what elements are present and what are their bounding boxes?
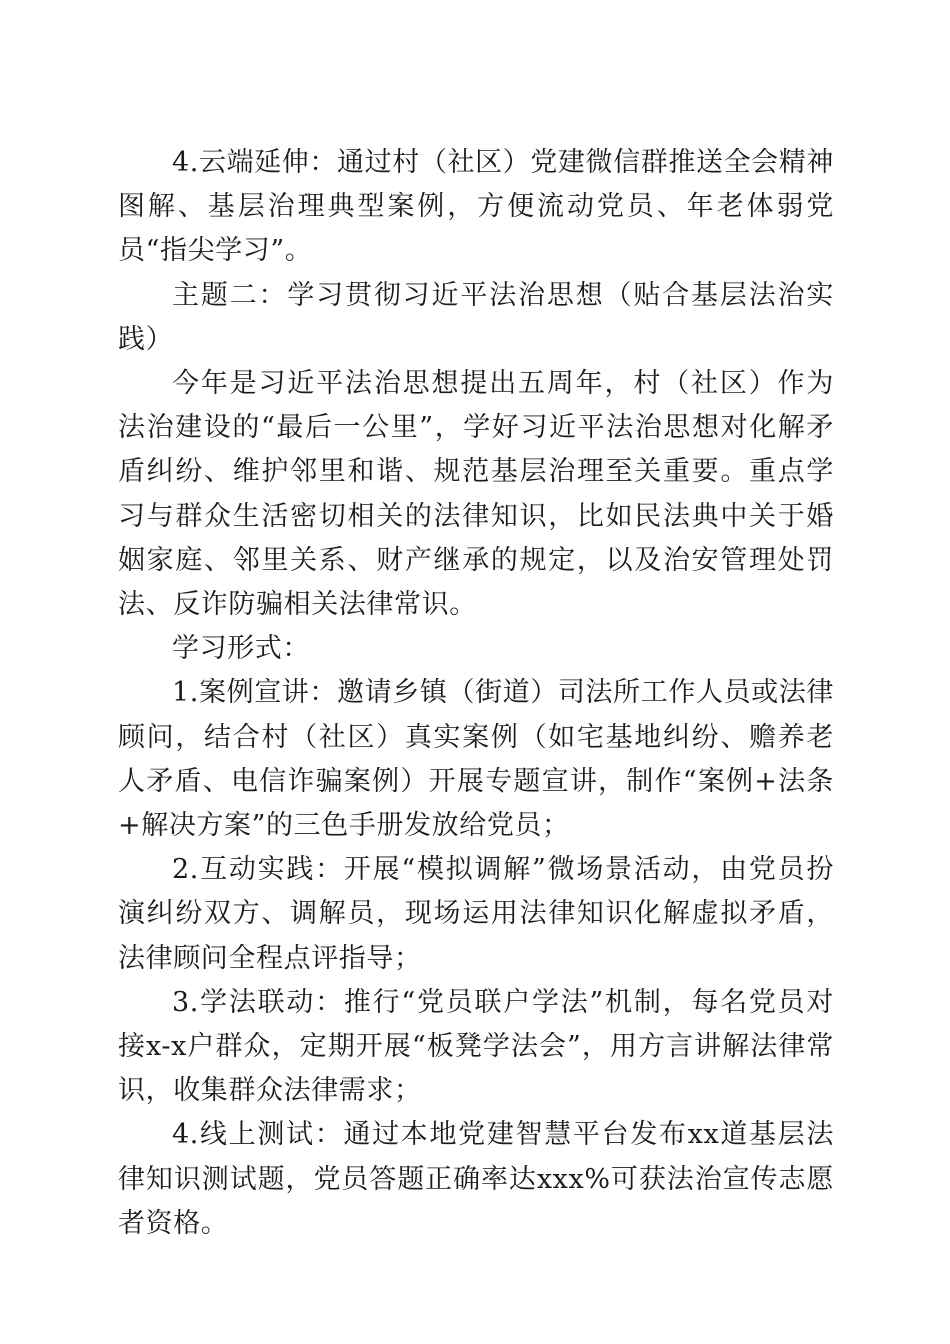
paragraph-rule-of-law-intro: 今年是习近平法治思想提出五周年，村（社区）作为法治建设的“最后一公里”，学好习近平法治思想对化解矛盾纠纷、维护邻里和谐、规范基层治理至关重要。重点学习与群众生活密切相关的法律知识，比如民法典中关于婚姻家庭、邻里关系、财产继承的规定，以及治安管理处罚法、反诈防骗相关法律常识。 <box>118 368 834 621</box>
paragraph-case-lecture: 1.案例宣讲：邀请乡镇（街道）司法所工作人员或法律顾问，结合村（社区）真实案例（如宅基地纠纷、赡养老人矛盾、电信诈骗案例）开展专题宣讲，制作“案例+法条+解决方案”的三色手册发放给党员； <box>118 677 834 842</box>
document-body <box>118 141 834 1246</box>
paragraph-cloud-extension: 4.云端延伸：通过村（社区）党建微信群推送全会精神图解、基层治理典型案例，方便流动党员、年老体弱党员“指尖学习”。 <box>118 147 834 267</box>
paragraph-interactive-practice: 2.互动实践：开展“模拟调解”微场景活动，由党员扮演纠纷双方、调解员，现场运用法律知识化解虚拟矛盾，法律顾问全程点评指导； <box>118 854 834 974</box>
paragraph-online-test: 4.线上测试：通过本地党建智慧平台发布xx道基层法律知识测试题，党员答题正确率达xxx%可获法治宣传志愿者资格。 <box>118 1119 834 1239</box>
label-study-forms: 学习形式： <box>172 633 310 665</box>
paragraph-law-study-linkage: 3.学法联动：推行“党员联户学法”机制，每名党员对接x-x户群众，定期开展“板凳学法会”，用方言讲解法律常识，收集群众法律需求； <box>118 986 834 1107</box>
heading-theme-two: 主题二：学习贯彻习近平法治思想（贴合基层法治实践） <box>118 279 834 355</box>
